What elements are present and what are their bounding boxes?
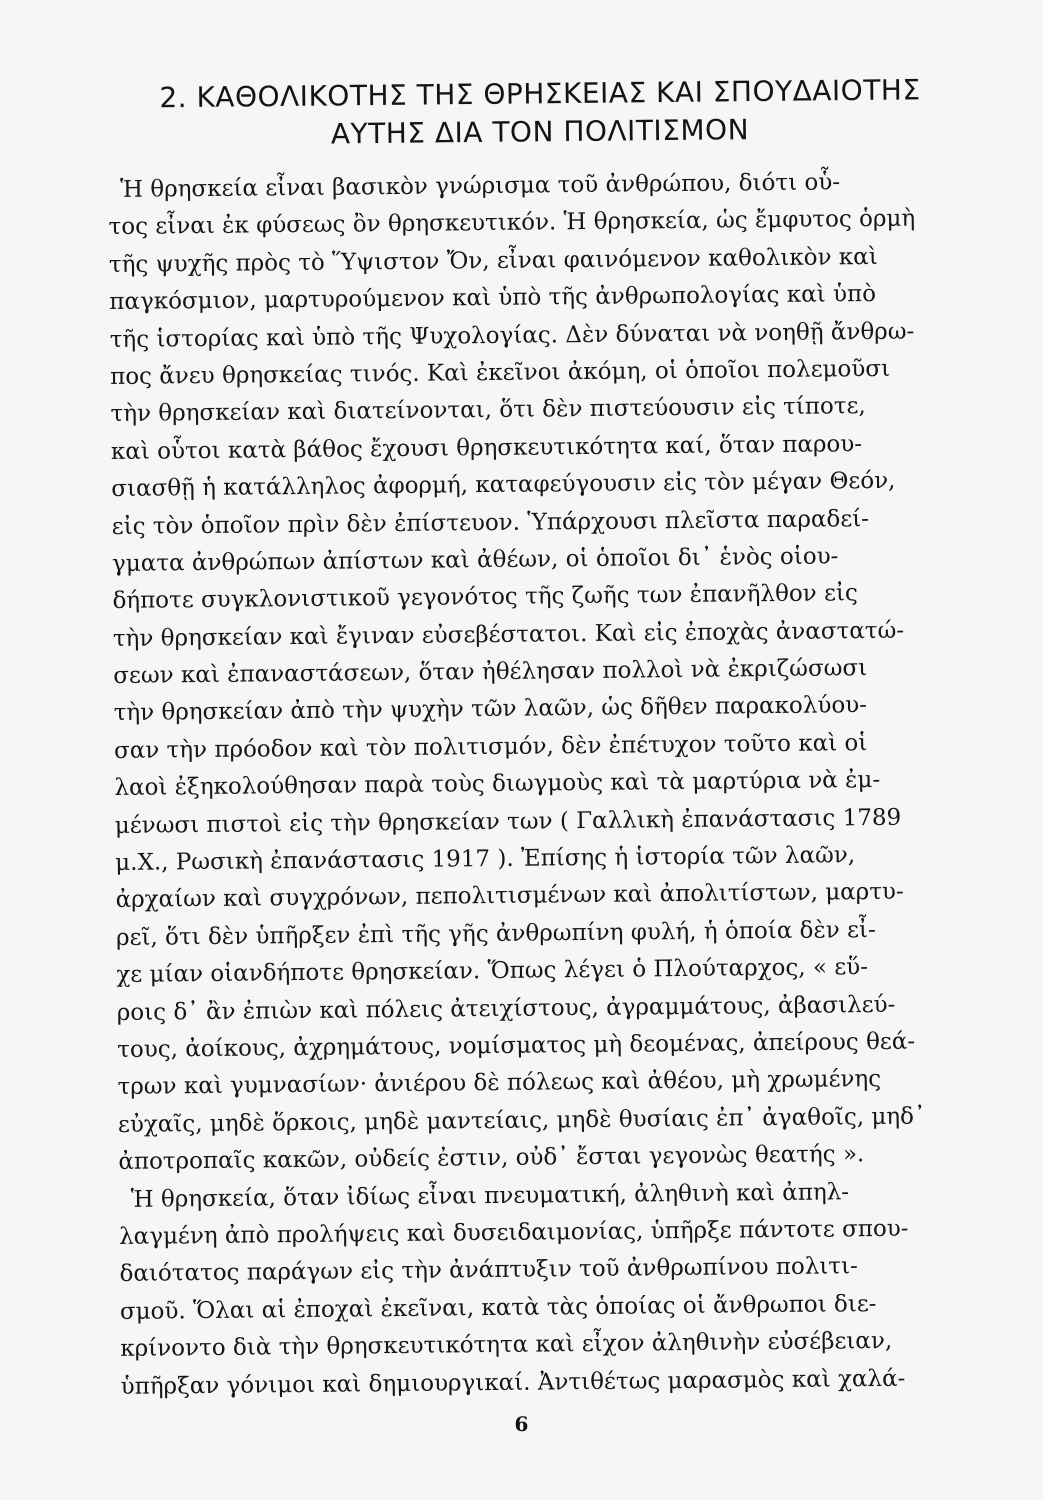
- text-line: χε μίαν οἱανδήποτε θρησκείαν. Ὅπως λέγει ὁ Πλούταρχος, « εὕ-: [116, 954, 869, 989]
- text-line: τους, ἀοίκους, ἀχρημάτους, νομίσματος μὴ δεομένας, ἀπείρους θεά-: [117, 1028, 916, 1063]
- text-line: εὐχαῖς, μηδὲ ὅρκοις, μηδὲ μαντείαις, μηδὲ θυσίαις ἐπ᾿ ἀγαθοῖς, μηδ᾿: [117, 1103, 926, 1138]
- text-line: σεων καὶ ἐπαναστάσεων, ὅταν ἠθέλησαν πολλοὶ νὰ ἐκριζώσωσι: [113, 655, 868, 690]
- text-line: τὴν θρησκείαν καὶ ἔγιναν εὐσεβέστατοι. Καὶ εἰς ἐποχὰς ἀναστατώ-: [112, 617, 905, 652]
- text-line: μένωσι πιστοὶ εἰς τὴν θρησκείαν των ( Γαλλικὴ ἐπανάστασις 1789: [114, 804, 902, 839]
- text-line: λαγμένη ἀπὸ προλήψεις καὶ δυσειδαιμονίας, ὑπῆρξε πάντοτε σπου-: [119, 1215, 909, 1250]
- text-line: τρων καὶ γυμνασίων· ἀνιέρου δὲ πόλεως καὶ ἀθέου, μὴ χρωμένης: [117, 1066, 882, 1101]
- text-line: τῆς ἱστορίας καὶ ὑπὸ τῆς Ψυχολογίας. Δὲν δύναται νὰ νοηθῇ ἄνθρω-: [109, 318, 915, 353]
- text-line: τῆς ψυχῆς πρὸς τὸ Ὕψιστον Ὄν, εἶναι φαινόμενον καθολικὸν καὶ: [108, 243, 878, 278]
- text-line: ὑπῆρξαν γόνιμοι καὶ δημιουργικαί. Ἀντιθέτως μαρασμὸς καὶ χαλά-: [120, 1365, 906, 1400]
- text-line: καὶ οὗτοι κατὰ βάθος ἔχουσι θρησκευτικότητα καί, ὅταν παρου-: [110, 430, 863, 465]
- text-line: κρίνοντο διὰ τὴν θρησκευτικότητα καὶ εἶχον ἀληθινὴν εὐσέβειαν,: [120, 1327, 893, 1363]
- body-text: [108, 163, 1011, 1406]
- text-line: ἀρχαίων καὶ συγχρόνων, πεπολιτισμένων καὶ ἀπολιτίστων, μαρτυ-: [115, 879, 904, 914]
- text-line: ρεῖ, ὅτι δὲν ὑπῆρξεν ἐπὶ τῆς γῆς ἀνθρωπίνη φυλή, ἡ ὁποία δὲν εἶ-: [115, 916, 876, 951]
- text-line: λαοὶ ἐξηκολούθησαν παρὰ τοὺς διωγμοὺς καὶ τὰ μαρτύρια νὰ ἐμ-: [114, 767, 881, 802]
- text-line: τος εἶναι ἐκ φύσεως ὂν θρησκευτικόν. Ἡ θρησκεία, ὡς ἔμφυτος ὁρμὴ: [108, 205, 916, 241]
- text-line: τὴν θρησκείαν ἀπὸ τὴν ψυχὴν τῶν λαῶν, ὡς δῆθεν παρακολύου-: [113, 692, 868, 727]
- chapter-title-line-2: ΑΥΤΗΣ ΔΙΑ ΤΟΝ ΠΟΛΙΤΙΣΜΟΝ: [330, 113, 750, 151]
- text-line: σαν τὴν πρόοδον καὶ τὸν πολιτισμόν, δὲν ἐπέτυχον τοῦτο καὶ οἱ: [113, 729, 868, 764]
- text-line: Ἡ θρησκεία, ὅταν ἰδίως εἶναι πνευματική, ἀληθινὴ καὶ ἀπηλ-: [130, 1178, 850, 1213]
- text-line: ἀποτροπαῖς κακῶν, οὐδείς ἐστιν, οὐδ᾿ ἔσται γεγονὼς θεατής ».: [118, 1141, 865, 1176]
- text-line: τὴν θρησκείαν καὶ διατείνονται, ὅτι δὲν πιστεύουσιν εἰς τίποτε,: [110, 393, 866, 428]
- text-line: δήποτε συγκλονιστικοῦ γεγονότος τῆς ζωῆς των ἐπανῆλθον εἰς: [112, 580, 858, 615]
- chapter-title-line-1: 2. ΚΑΘΟΛΙΚΟΤΗΣ ΤΗΣ ΘΡΗΣΚΕΙΑΣ ΚΑΙ ΣΠΟΥΔΑΙΟΤΗΣ: [159, 73, 921, 115]
- text-line: ροις δ᾿ ἂν ἐπιὼν καὶ πόλεις ἀτειχίστους, ἀγραμμάτους, ἀβασιλεύ-: [116, 991, 896, 1026]
- text-line: σιασθῇ ἡ κατάλληλος ἀφορμή, καταφεύγουσιν εἰς τὸν μέγαν Θεόν,: [111, 467, 896, 503]
- text-line: Ἡ θρησκεία εἶναι βασικὸν γνώρισμα τοῦ ἀνθρώπου, διότι οὗ-: [120, 169, 841, 203]
- text-line: μ.Χ., Ρωσικὴ ἐπανάστασις 1917 ). Ἐπίσης ἡ ἱστορία τῶν λαῶν,: [115, 842, 856, 876]
- text-line: σμοῦ. Ὅλαι αἱ ἐποχαὶ ἐκεῖναι, κατὰ τὰς ὁποίας οἱ ἄνθρωποι διε-: [119, 1290, 877, 1325]
- text-line: πος ἄνευ θρησκείας τινός. Καὶ ἐκεῖνοι ἀκόμη, οἱ ὁποῖοι πολεμοῦσι: [110, 355, 891, 390]
- text-line: παγκόσμιον, μαρτυρούμενον καὶ ὑπὸ τῆς ἀνθρωπολογίας καὶ ὑπὸ: [109, 281, 877, 316]
- text-line: γματα ἀνθρώπων ἀπίστων καὶ ἀθέων, οἱ ὁποῖοι δι᾿ ἑνὸς οἱου-: [111, 543, 839, 577]
- page-number: 6: [514, 1412, 529, 1436]
- text-line: εἰς τὸν ὁποῖον πρὶν δὲν ἐπίστευον. Ὑπάρχουσι πλεῖστα παραδεί-: [111, 505, 870, 540]
- text-line: δαιότατος παράγων εἰς τὴν ἀνάπτυξιν τοῦ ἀνθρωπίνου πολιτι-: [119, 1253, 858, 1288]
